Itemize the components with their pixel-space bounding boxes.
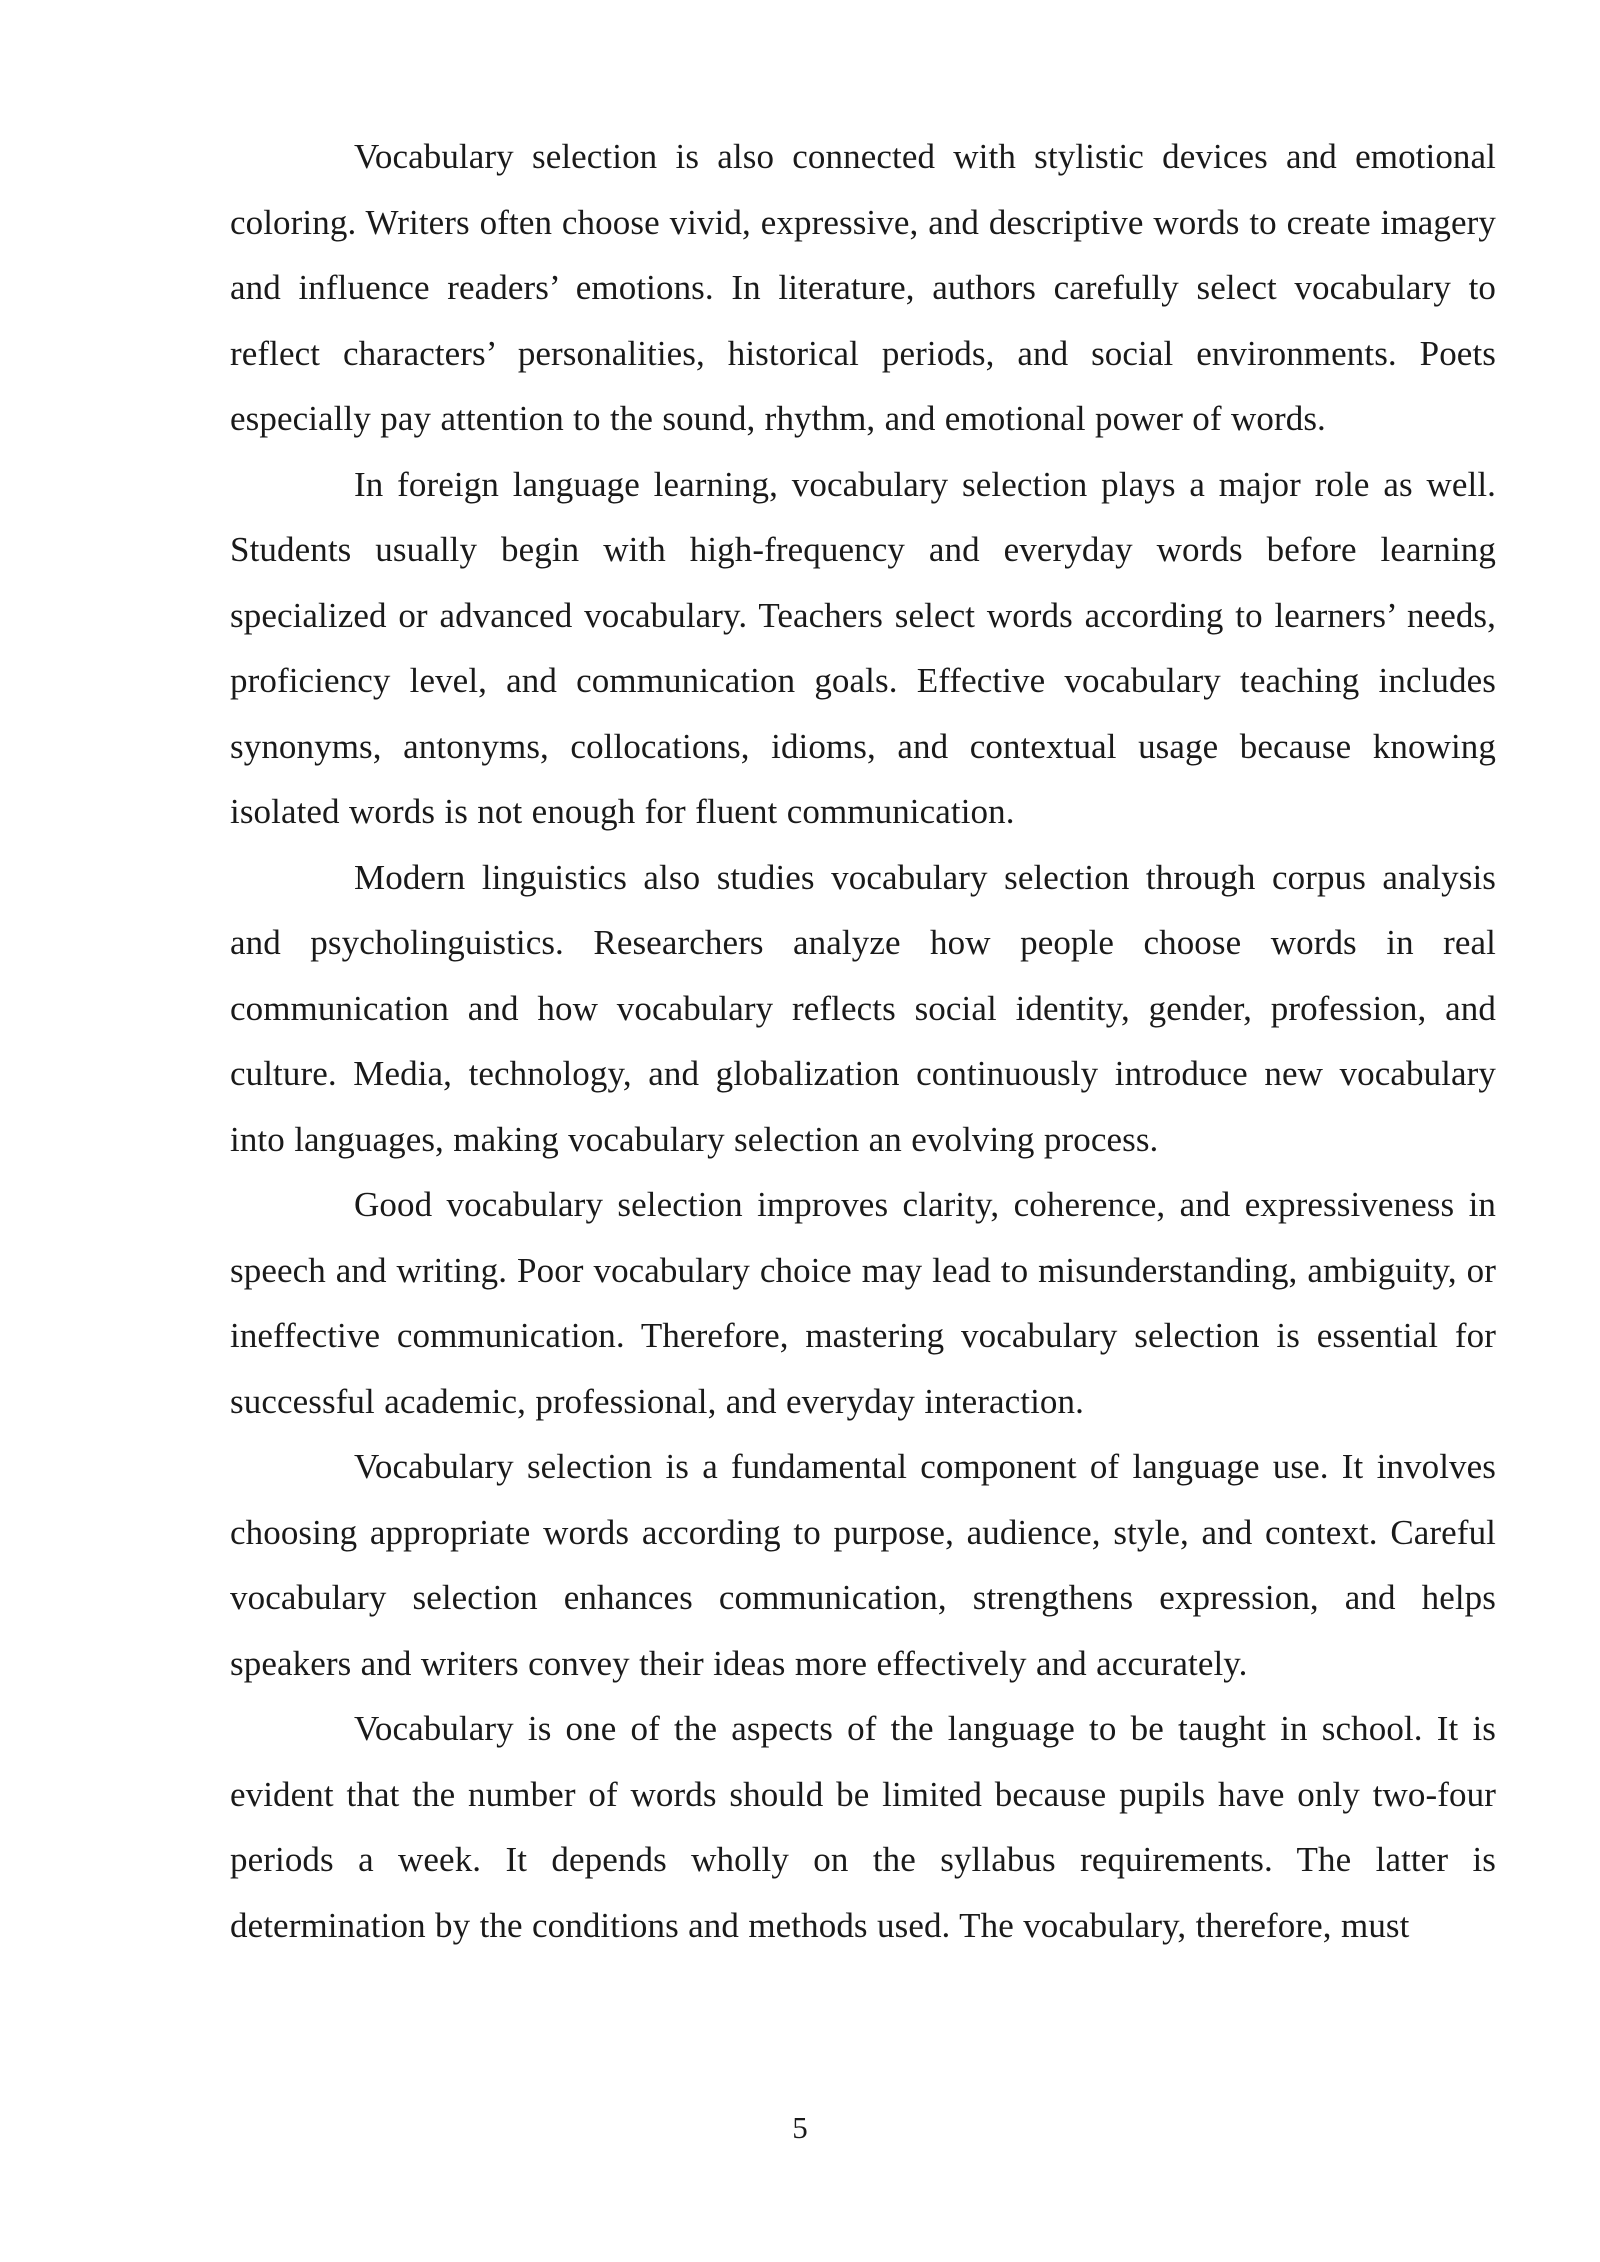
paragraph-5: Vocabulary selection is a fundamental component of language use. It involves choosing appropriate words according to purpose, audience, style, and context. Careful vocabulary selection enhances communication, strengthens expression, and helps speakers and writers convey their ideas more effectively and accurately. <box>230 1447 1496 1683</box>
body-text <box>230 124 1496 1958</box>
paragraph-2: In foreign language learning, vocabulary selection plays a major role as well. Students usually begin with high-frequency and everyday words before learning specialized or advanced vocabulary. Teachers select words according to learners’ needs, proficiency level, and communication goals. Effective vocabulary teaching includes synonyms, antonyms, collocations, idioms, and contextual usage because knowing isolated words is not enough for fluent communication. <box>230 464 1496 831</box>
paragraph-4: Good vocabulary selection improves clarity, coherence, and expressiveness in speech and writing. Poor vocabulary choice may lead to misunderstanding, ambiguity, or ineffective communication. Therefore, mastering vocabulary selection is essential for successful academic, professional, and everyday interaction. <box>230 1185 1496 1421</box>
paragraph-1: Vocabulary selection is also connected with stylistic devices and emotional coloring. Writers often choose vivid, expressive, and descriptive words to create imagery and influence readers’ emotions. In literature, authors carefully select vocabulary to reflect characters’ personalities, historical periods, and social environments. Poets especially pay attention to the sound, rhythm, and emotional power of words. <box>230 137 1496 438</box>
paragraph-3: Modern linguistics also studies vocabulary selection through corpus analysis and psycholinguistics. Researchers analyze how people choose words in real communication and how vocabulary reflects social identity, gender, profession, and culture. Media, technology, and globalization continuously introduce new vocabulary into languages, making vocabulary selection an evolving process. <box>230 857 1496 1159</box>
paragraph-6: Vocabulary is one of the aspects of the language to be taught in school. It is evident that the number of words should be limited because pupils have only two-four periods a week. It depends wholly on the syllabus requirements. The latter is determination by the conditions and methods used. The vocabulary, therefore, must <box>230 1709 1496 1945</box>
page-number: 5 <box>792 2110 808 2145</box>
